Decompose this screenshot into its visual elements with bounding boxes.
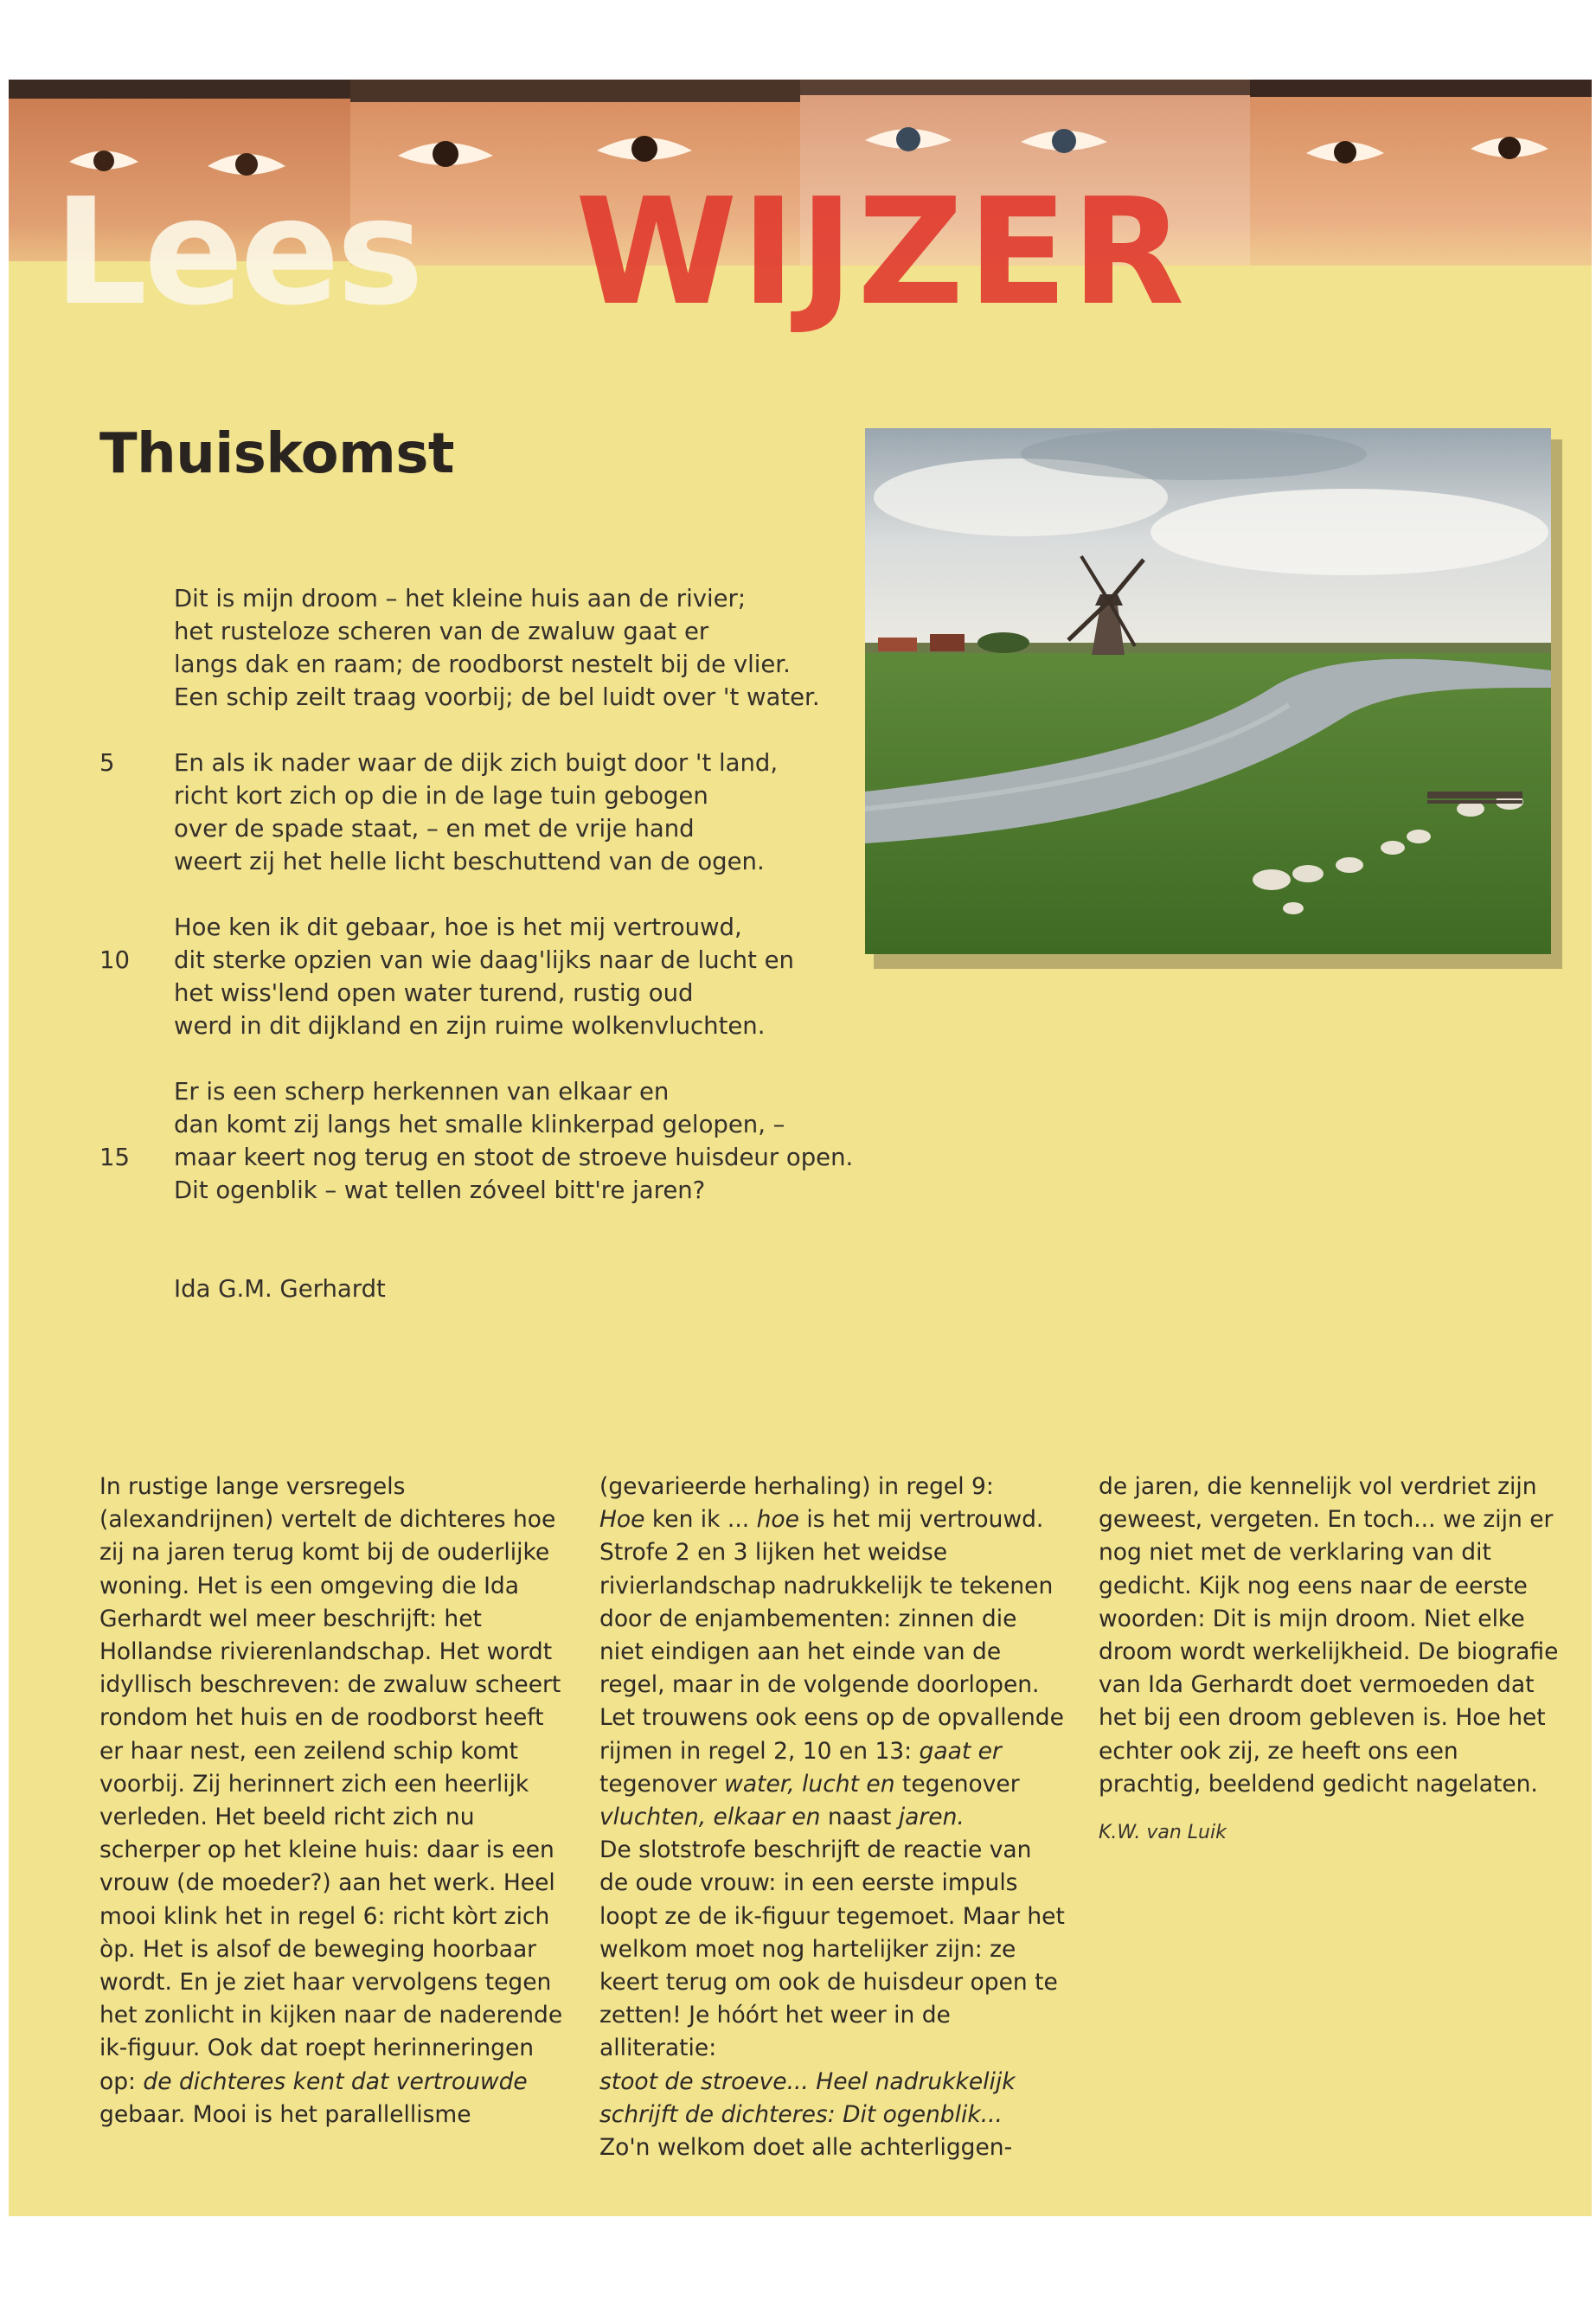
commentary-text: De slotstrofe beschrijft de reactie van de oude vrouw: in een eerste impuls loopt ze de ik-figuur tegemoet. Maar het welkom moet nog hartelijker zijn: ze keert terug om ook de huisdeur open te zetten! Je hóórt het weer in de alliteratie: — [599, 1836, 1065, 2062]
commentary-text: tegenover — [599, 1770, 725, 1798]
logo-wijzer: WIJZER — [575, 167, 1189, 338]
poem-line-text: Dit ogenblik – wat tellen zóveel bitt're jaren? — [174, 1176, 706, 1204]
poem-line-text: maar keert nog terug en stoot de stroeve huisdeur open. — [174, 1144, 854, 1171]
poem-line-text: het rusteloze scheren van de zwaluw gaat er — [174, 618, 709, 645]
commentary-column-1 — [99, 1471, 567, 2131]
poem-line — [99, 1009, 878, 1042]
poem-line — [99, 911, 878, 944]
commentary-italic: stoot de stroeve... Heel nadrukkelijk schrijft de dichteres: Dit ogenblik... — [599, 2067, 1016, 2128]
poem-line — [99, 1174, 878, 1207]
commentary-signature: K.W. van Luik — [1099, 1822, 1227, 1844]
commentary-italic: jaren. — [898, 1804, 965, 1831]
poem-line-text: Dit is mijn droom – het kleine huis aan de rivier; — [174, 585, 747, 612]
poem-line — [99, 1141, 878, 1174]
poem-line-text: weert zij het helle licht beschuttend van de ogen. — [174, 848, 765, 875]
commentary-text: In rustige lange versregels (alexandrijnen) vertelt de dichteres hoe zij na jaren terug komt bij de ouderlijke woning. Het is een omgeving die Ida Gerhardt wel meer beschrijft: het Hollandse rivierenlandschap. Het wordt idyllisch beschreven: de zwaluw scheert rondom het huis en de roodborst heeft er haar nest, een zeilend schip komt voorbij. Zij herinnert zich een heerlijk verleden. Het beeld richt zich nu scherper op het kleine huis: daar is een vrouw (de moeder?) aan het werk. Heel mooi klink het in regel 6: richt kòrt zich òp. Het is alsof de beweging hoorbaar wordt. En je ziet haar vervolgens tegen het zonlicht in kijken naar de naderende ik-figuur. Ook dat roept herinneringen op: — [99, 1473, 563, 2095]
poem-stanza — [99, 911, 878, 1042]
poem-line-text: Hoe ken ik dit gebaar, hoe is het mij vertrouwd, — [174, 913, 742, 941]
poem-line — [99, 1075, 878, 1108]
commentary-column-3 — [1099, 1471, 1566, 1849]
commentary-italic: hoe — [756, 1506, 799, 1534]
commentary-text: tegenover — [894, 1770, 1020, 1798]
poem-line-text: over de spade staat, – en met de vrije hand — [174, 815, 695, 843]
poem-stanza — [99, 582, 878, 714]
logo-lees: Lees — [54, 167, 421, 338]
poem-line — [99, 779, 878, 812]
poem-line — [99, 615, 878, 648]
line-number: 10 — [99, 946, 130, 974]
commentary-italic: vluchten, elkaar en — [599, 1804, 821, 1831]
poem-line-text: richt kort zich op die in de lage tuin gebogen — [174, 782, 708, 810]
poem-line — [99, 977, 878, 1009]
poem-stanza — [99, 747, 878, 878]
poem-line — [99, 944, 878, 977]
poem-line — [99, 812, 878, 845]
poem-line — [99, 681, 878, 714]
windmill-landscape-photo — [865, 428, 1551, 954]
commentary-text: ken ik ... — [644, 1506, 757, 1534]
commentary-text: Zo'n welkom doet alle achterliggen- — [599, 2134, 1013, 2162]
commentary-italic: gaat er — [919, 1737, 1002, 1765]
commentary-text: naast — [820, 1804, 899, 1831]
poem-line-text: Een schip zeilt traag voorbij; de bel luidt over 't water. — [174, 683, 820, 711]
header-banner — [9, 80, 1592, 341]
poem-line — [99, 1108, 878, 1141]
poem-line — [99, 648, 878, 681]
commentary-text: gebaar. Mooi is het parallellisme — [99, 2100, 471, 2128]
poem-line — [99, 582, 878, 615]
commentary-italic: de dichteres kent dat vertrouwde — [143, 2067, 528, 2095]
line-number: 15 — [99, 1144, 130, 1171]
poem-stanza — [99, 1075, 878, 1207]
poem-line-text: langs dak en raam; de roodborst nestelt bij de vlier. — [174, 651, 791, 678]
commentary-column-2 — [599, 1471, 1067, 2164]
faces-photo-strip — [9, 80, 1592, 341]
poem-line-text: En als ik nader waar de dijk zich buigt door 't land, — [174, 749, 779, 777]
commentary-italic: water, lucht en — [724, 1770, 895, 1798]
poem-line-text: het wiss'lend open water turend, rustig oud — [174, 979, 694, 1007]
poem — [99, 582, 878, 1240]
commentary-text: (gevarieerde herhaling) in regel 9: — [599, 1473, 994, 1500]
poem-line-text: dan komt zij langs het smalle klinkerpad gelopen, – — [174, 1111, 785, 1138]
poem-author: Ida G.M. Gerhardt — [174, 1275, 386, 1303]
commentary-italic: Hoe — [599, 1506, 645, 1534]
poem-line-text: dit sterke opzien van wie daag'lijks naar de lucht en — [174, 946, 794, 974]
article-title: Thuiskomst — [99, 422, 454, 486]
poem-line-text: werd in dit dijkland en zijn ruime wolkenvluchten. — [174, 1012, 766, 1040]
poem-line-text: Er is een scherp herkennen van elkaar en — [174, 1078, 670, 1106]
commentary-text: is het mij vertrouwd. Strofe 2 en 3 lijken het weidse rivierlandschap nadrukkelijk te tekenen door de enjambementen: zinnen die niet eindigen aan het einde van de regel, maar in de volgende doorlopen. Let trouwens ook eens op de opvallende rijmen in regel 2, 10 en 13: — [599, 1506, 1064, 1765]
poem-line — [99, 845, 878, 878]
line-number: 5 — [99, 749, 115, 777]
poem-line — [99, 747, 878, 779]
commentary-text: de jaren, die kennelijk vol verdriet zijn geweest, vergeten. En toch... we zijn er nog niet met de verklaring van dit gedicht. Kijk nog eens naar de eerste woorden: Dit is mijn droom. Niet elke droom wordt werkelijkheid. De biografie van Ida Gerhardt doet vermoeden dat het bij een droom gebleven is. Hoe het echter ook zij, ze heeft ons een prachtig, beeldend gedicht nagelaten. — [1099, 1473, 1559, 1798]
